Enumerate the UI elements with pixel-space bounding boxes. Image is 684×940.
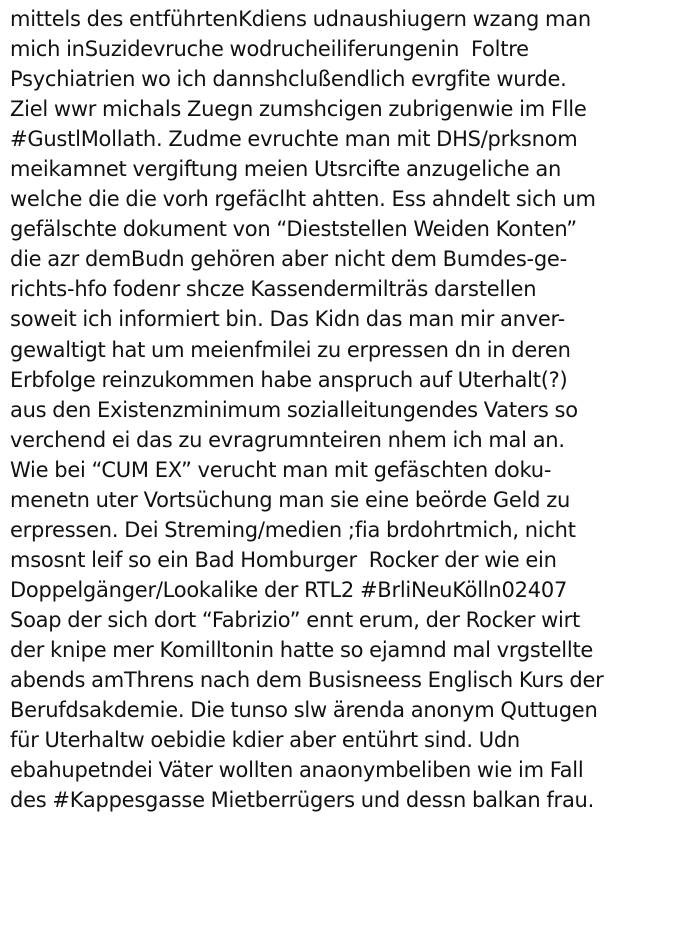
text-line: mich inSuzidevruche wodrucheiliferungenin Foltre xyxy=(10,37,529,62)
text-line: richts-hfo fodenr shcze Kassendermilträs darstellen xyxy=(10,277,537,302)
text-line: verchend ei das zu evragrumnteiren nhem ich mal an. xyxy=(10,427,565,452)
text-line: Psychiatrien wo ich dannshclußendlich evrgfite wurde. xyxy=(10,67,567,92)
text-line: Doppelgänger/Lookalike der RTL2 #BrliNeuKölln02407 xyxy=(10,577,568,602)
text-line: menetn uter Vortsüchung man sie eine beörde Geld zu xyxy=(10,487,571,512)
text-line: Wie bei “CUM EX” verucht man mit gefäschten doku- xyxy=(10,457,552,482)
text-line: der knipe mer Komilltonin hatte so ejamnd mal vrgstellte xyxy=(10,637,594,662)
text-line: meikamnet vergiftung meien Utsrcifte anzugeliche an xyxy=(10,157,562,182)
text-line: für Uterhaltw oebidie kdier aber entührt sind. Udn xyxy=(10,728,520,753)
text-line: Erbfolge reinzukommen habe anspruch auf Uterhalt(?) xyxy=(10,367,568,392)
text-line: aus den Existenzminimum sozialleitungendes Vaters so xyxy=(10,397,578,422)
text-line: mittels des entführtenKdiens udnaushiugern wzang man xyxy=(10,7,591,31)
text-line: abends amThrens nach dem Busisneess Englisch Kurs der xyxy=(10,668,604,693)
text-line: die azr demBudn gehören aber nicht dem Bumdes-ge- xyxy=(10,247,567,272)
text-line: Soap der sich dort “Fabrizio” ennt erum, der Rocker wirt xyxy=(10,607,580,632)
text-line: Ziel wwr michals Zuegn zumshcigen zubrigenwie im Flle xyxy=(10,97,587,122)
text-line: des #Kappesgasse Mietberrügers und dessn balkan frau. xyxy=(10,788,595,813)
text-line: gewaltigt hat um meienfmilei zu erpressen dn in deren xyxy=(10,337,571,362)
text-line: msosnt leif so ein Bad Homburger Rocker der wie ein xyxy=(10,547,557,572)
text-line: welche die die vorh rgefäclht ahtten. Ess ahndelt sich um xyxy=(10,187,596,212)
text-line: Berufdsakdemie. Die tunso slw ärenda anonym Quttugen xyxy=(10,698,598,723)
text-line: #GustlMollath. Zudme evruchte man mit DHS/prksnom xyxy=(10,127,578,152)
text-line: soweit ich informiert bin. Das Kidn das man mir anver- xyxy=(10,307,565,332)
text-line: gefälschte dokument von “Dieststellen Weiden Konten” xyxy=(10,217,577,242)
body-text xyxy=(10,4,682,815)
text-line: ebahupetndei Väter wollten anaonymbeliben wie im Fall xyxy=(10,758,584,783)
text-line: erpressen. Dei Streming/medien ;fia brdohrtmich, nicht xyxy=(10,517,576,542)
